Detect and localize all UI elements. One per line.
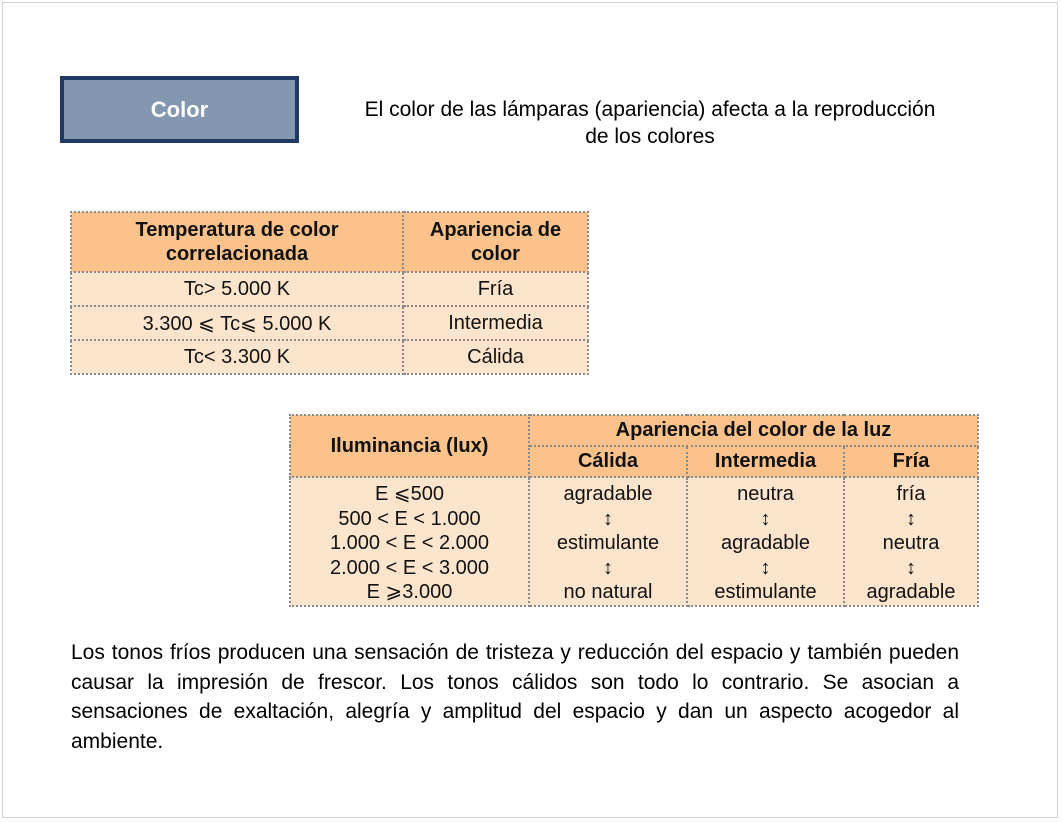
header-illuminance: Iluminancia (lux): [290, 415, 529, 477]
illuminance-value: E ⩾3.000: [366, 581, 453, 603]
cell-range: Tc> 5.000 K: [71, 272, 403, 306]
up-down-arrow-icon: ↕: [603, 507, 613, 530]
illuminance-value: 500 < E < 1.000: [338, 507, 481, 530]
cell-fria: [844, 477, 978, 606]
header-appearance: Apariencia de color: [403, 212, 588, 272]
cell-appearance: Cálida: [403, 340, 588, 374]
table-row: [71, 272, 588, 306]
header-intermedia: Intermedia: [687, 446, 844, 477]
table-header-row: [71, 212, 588, 272]
up-down-arrow-icon: ↕: [906, 507, 916, 530]
calida-value: no natural: [563, 581, 653, 603]
table-header-row: [290, 415, 978, 446]
table-row: [290, 477, 978, 606]
intermedia-value: neutra: [737, 483, 794, 505]
cell-intermedia: [687, 477, 844, 606]
cell-calida: [529, 477, 687, 606]
table-row: [71, 340, 588, 374]
heading-line-1: El color de las lámparas (apariencia) afecta a la reproducción: [364, 98, 936, 121]
illuminance-value: 2.000 < E < 3.000: [329, 556, 490, 579]
cell-range: Tc< 3.300 K: [71, 340, 403, 374]
calida-value: estimulante: [556, 532, 660, 554]
calida-value: agradable: [563, 483, 653, 505]
slide-heading: [303, 96, 997, 150]
table-row: [71, 306, 588, 340]
heading-line-2: de los colores: [585, 125, 715, 148]
cell-illuminance: [290, 477, 529, 606]
section-label-text: Color: [150, 96, 209, 122]
body-paragraph: Los tonos fríos producen una sensación de tristeza y reducción del espacio y también pueden causar la impresión de frescor. Los tonos cálidos son todo lo contrario. Se asocian a sensaciones de exaltación, alegría y amplitud del espacio y dan un aspecto acogedor al ambiente.: [71, 641, 959, 753]
fria-value: agradable: [866, 581, 956, 603]
cell-range: 3.300 ⩽ Tc⩽ 5.000 K: [71, 306, 403, 340]
illuminance-table: [289, 414, 979, 607]
up-down-arrow-icon: ↕: [603, 556, 613, 579]
up-down-arrow-icon: ↕: [760, 507, 771, 530]
header-light-appearance: Apariencia del color de la luz: [529, 415, 978, 446]
cell-appearance: Intermedia: [403, 306, 588, 340]
cell-appearance: Fría: [403, 272, 588, 306]
intermedia-value: agradable: [721, 532, 810, 554]
slide: [2, 2, 1058, 818]
intermedia-value: estimulante: [714, 581, 817, 603]
header-fria: Fría: [844, 446, 978, 477]
section-label: [60, 76, 299, 143]
fria-value: neutra: [882, 532, 940, 554]
header-temperature: Temperatura de color correlacionada: [71, 212, 403, 272]
illuminance-value: 1.000 < E < 2.000: [329, 532, 490, 554]
fria-value: fría: [896, 483, 926, 505]
header-calida: Cálida: [529, 446, 687, 477]
illuminance-value: E ⩽500: [374, 483, 445, 505]
up-down-arrow-icon: ↕: [906, 556, 916, 579]
color-temperature-table: [70, 211, 589, 375]
up-down-arrow-icon: ↕: [760, 556, 771, 579]
